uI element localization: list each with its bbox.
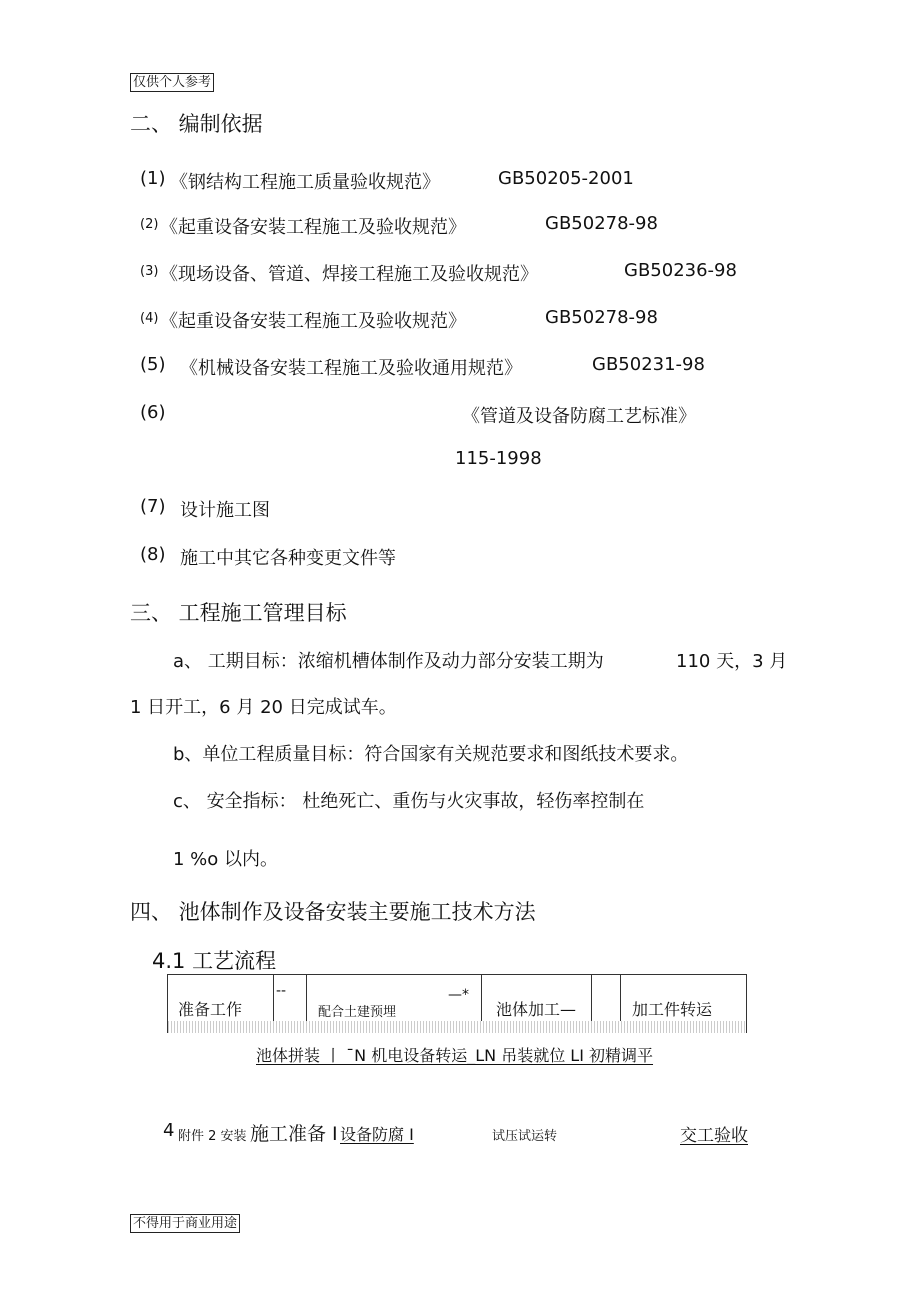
flow-line-3-test-run: 试压试运转: [492, 1129, 558, 1144]
ref-item-5-code: GB50231-98: [592, 354, 705, 375]
flow-arrow-1: --: [276, 983, 287, 999]
ref-item-4-num: (4): [140, 311, 159, 326]
ref-item-1-name: 《钢结构工程施工质量验收规范》: [170, 172, 440, 193]
flow-step-embed: 配合土建预埋: [318, 1005, 397, 1020]
flow-arrow-2: —*: [448, 987, 469, 1003]
ref-item-4-code: GB50278-98: [545, 307, 658, 328]
ref-item-7-name: 设计施工图: [180, 500, 270, 521]
flow-divider: [591, 975, 592, 1021]
flow-line-3-acceptance: 交工验收: [680, 1126, 748, 1146]
goal-c-line: c、 安全指标： 杜绝死亡、重伤与火灾事故，轻伤率控制在: [173, 791, 645, 812]
flow-line-3-anticorrosion: 设备防腐 I: [340, 1125, 414, 1144]
ref-item-6-name: 《管道及设备防腐工艺标准》: [462, 406, 696, 427]
ref-item-8-name: 施工中其它各种变更文件等: [180, 548, 396, 569]
goal-c-line2: 1 %o 以内。: [173, 849, 279, 870]
process-flow-table: [167, 974, 747, 1033]
ref-item-2-num: (2): [140, 217, 159, 232]
flow-divider: [273, 975, 274, 1021]
flow-line-3-num: 4: [163, 1120, 175, 1141]
flow-line-3-attachment: 附件 2 安装: [178, 1129, 247, 1144]
flow-line-3-prepare: 施工准备 I: [250, 1123, 338, 1145]
flow-line-2: 池体拼装 丨 ˉN 机电设备转运_LN 吊装就位 LI 初精调平: [256, 1046, 654, 1065]
flow-divider: [481, 975, 482, 1021]
flow-divider: [620, 975, 621, 1021]
flow-step-transport: 加工件转运: [632, 1000, 713, 1019]
flow-step-tank-processing: 池体加工—: [496, 1000, 577, 1019]
header-note: 仅供个人参考: [130, 73, 214, 92]
process-flow-row: [168, 975, 746, 1022]
goal-a-line1-right: 110 天，3 月: [676, 651, 788, 672]
goal-a-line2: 1 日开工，6 月 20 日完成试车。: [130, 697, 397, 718]
ref-item-5-num: (5): [140, 354, 166, 375]
section-2-title: 二、 编制依据: [130, 112, 263, 136]
ref-item-1-num: (1): [140, 168, 166, 189]
ref-item-3-code: GB50236-98: [624, 260, 737, 281]
ref-item-2-name: 《起重设备安装工程施工及验收规范》: [160, 217, 466, 238]
goal-a-line1: a、 工期目标：浓缩机槽体制作及动力部分安装工期为: [173, 651, 604, 672]
ref-item-2-code: GB50278-98: [545, 213, 658, 234]
ref-item-6-code: 115-1998: [455, 448, 542, 469]
ref-item-1-code: GB50205-2001: [498, 168, 634, 189]
ref-item-3-name: 《现场设备、管道、焊接工程施工及验收规范》: [160, 264, 538, 285]
subsection-4-1-title: 4.1 工艺流程: [152, 949, 277, 973]
flow-divider: [306, 975, 307, 1021]
section-4-title: 四、 池体制作及设备安装主要施工技术方法: [130, 900, 536, 924]
flow-row-blank: [168, 1021, 746, 1033]
ref-item-7-num: (7): [140, 496, 166, 517]
ref-item-4-name: 《起重设备安装工程施工及验收规范》: [160, 311, 466, 332]
footer-note: 不得用于商业用途: [130, 1214, 240, 1233]
flow-step-prepare: 准备工作: [178, 1000, 243, 1019]
goal-b-line: b、单位工程质量目标：符合国家有关规范要求和图纸技术要求。: [173, 744, 689, 765]
ref-item-5-name: 《机械设备安装工程施工及验收通用规范》: [180, 358, 522, 379]
section-3-title: 三、 工程施工管理目标: [130, 601, 347, 625]
ref-item-8-num: (8): [140, 544, 166, 565]
ref-item-3-num: (3): [140, 264, 159, 279]
ref-item-6-num: (6): [140, 402, 166, 423]
